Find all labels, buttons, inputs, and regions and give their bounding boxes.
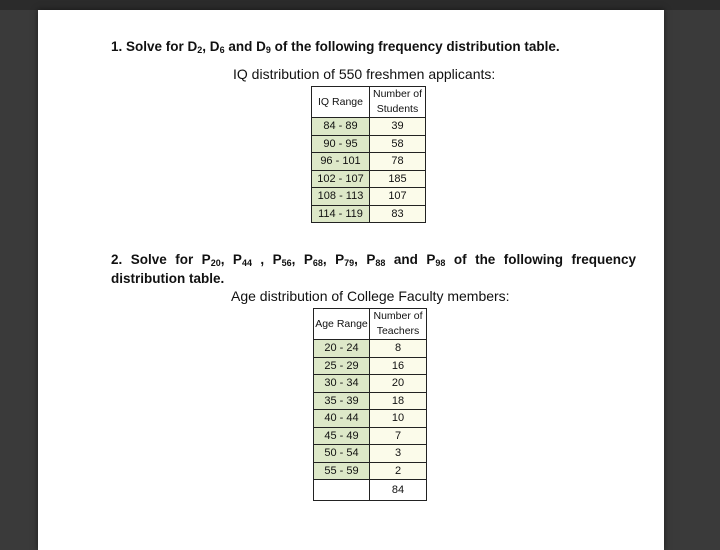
table-row <box>314 445 427 463</box>
range-cell: 45 - 49 <box>314 427 370 445</box>
frequency-cell: 185 <box>370 170 426 188</box>
frequency-cell: 3 <box>370 445 427 463</box>
table-row <box>312 135 426 153</box>
table-row <box>314 392 427 410</box>
table-row <box>312 170 426 188</box>
age-distribution-table <box>313 308 427 501</box>
header-number-of-students: Number of Students <box>370 87 426 118</box>
table-1-caption: IQ distribution of 550 freshmen applicants: <box>233 66 496 82</box>
range-cell: 84 - 89 <box>312 118 370 136</box>
range-cell: 108 - 113 <box>312 188 370 206</box>
range-cell: 96 - 101 <box>312 153 370 171</box>
range-cell: 20 - 24 <box>314 340 370 358</box>
total-label-cell <box>314 480 370 501</box>
table-row <box>314 357 427 375</box>
range-cell: 90 - 95 <box>312 135 370 153</box>
question-1-title: 1. Solve for $D_2$, $D_6$ and $D_9$ of the following frequency distribution table. <box>111 39 560 55</box>
frequency-cell: 8 <box>370 340 427 358</box>
frequency-cell: 7 <box>370 427 427 445</box>
table-row <box>312 153 426 171</box>
frequency-cell: 16 <box>370 357 427 375</box>
range-cell: 102 - 107 <box>312 170 370 188</box>
document-page <box>38 10 664 550</box>
question-2-title: 2. Solve for $P_{20}$, $P_{44}$ , $P_{56}$, $P_{68}$, $P_{79}$, $P_{88}$ and $P_{98}$ of the following frequency distribution table. <box>111 252 637 286</box>
iq-distribution-table <box>311 86 426 223</box>
header-iq-range: IQ Range <box>312 87 370 118</box>
total-row <box>314 480 427 501</box>
total-cell: 84 <box>370 480 427 501</box>
frequency-cell: 39 <box>370 118 426 136</box>
table-row <box>312 205 426 223</box>
header-age-range: Age Range <box>314 309 370 340</box>
range-cell: 25 - 29 <box>314 357 370 375</box>
range-cell: 35 - 39 <box>314 392 370 410</box>
range-cell: 50 - 54 <box>314 445 370 463</box>
table-row <box>312 118 426 136</box>
range-cell: 55 - 59 <box>314 462 370 480</box>
table-header-row <box>312 87 426 118</box>
table-row <box>314 340 427 358</box>
frequency-cell: 107 <box>370 188 426 206</box>
range-cell: 40 - 44 <box>314 410 370 428</box>
frequency-cell: 20 <box>370 375 427 393</box>
table-row <box>314 462 427 480</box>
table-2-caption: Age distribution of College Faculty members: <box>231 288 510 304</box>
frequency-cell: 2 <box>370 462 427 480</box>
table-header-row <box>314 309 427 340</box>
table-row <box>314 410 427 428</box>
table-row <box>312 188 426 206</box>
frequency-cell: 83 <box>370 205 426 223</box>
frequency-cell: 18 <box>370 392 427 410</box>
table-row <box>314 427 427 445</box>
frequency-cell: 10 <box>370 410 427 428</box>
frequency-cell: 78 <box>370 153 426 171</box>
viewer-top-bar <box>0 0 720 10</box>
range-cell: 30 - 34 <box>314 375 370 393</box>
header-number-of-teachers: Number of Teachers <box>370 309 427 340</box>
frequency-cell: 58 <box>370 135 426 153</box>
table-row <box>314 375 427 393</box>
range-cell: 114 - 119 <box>312 205 370 223</box>
